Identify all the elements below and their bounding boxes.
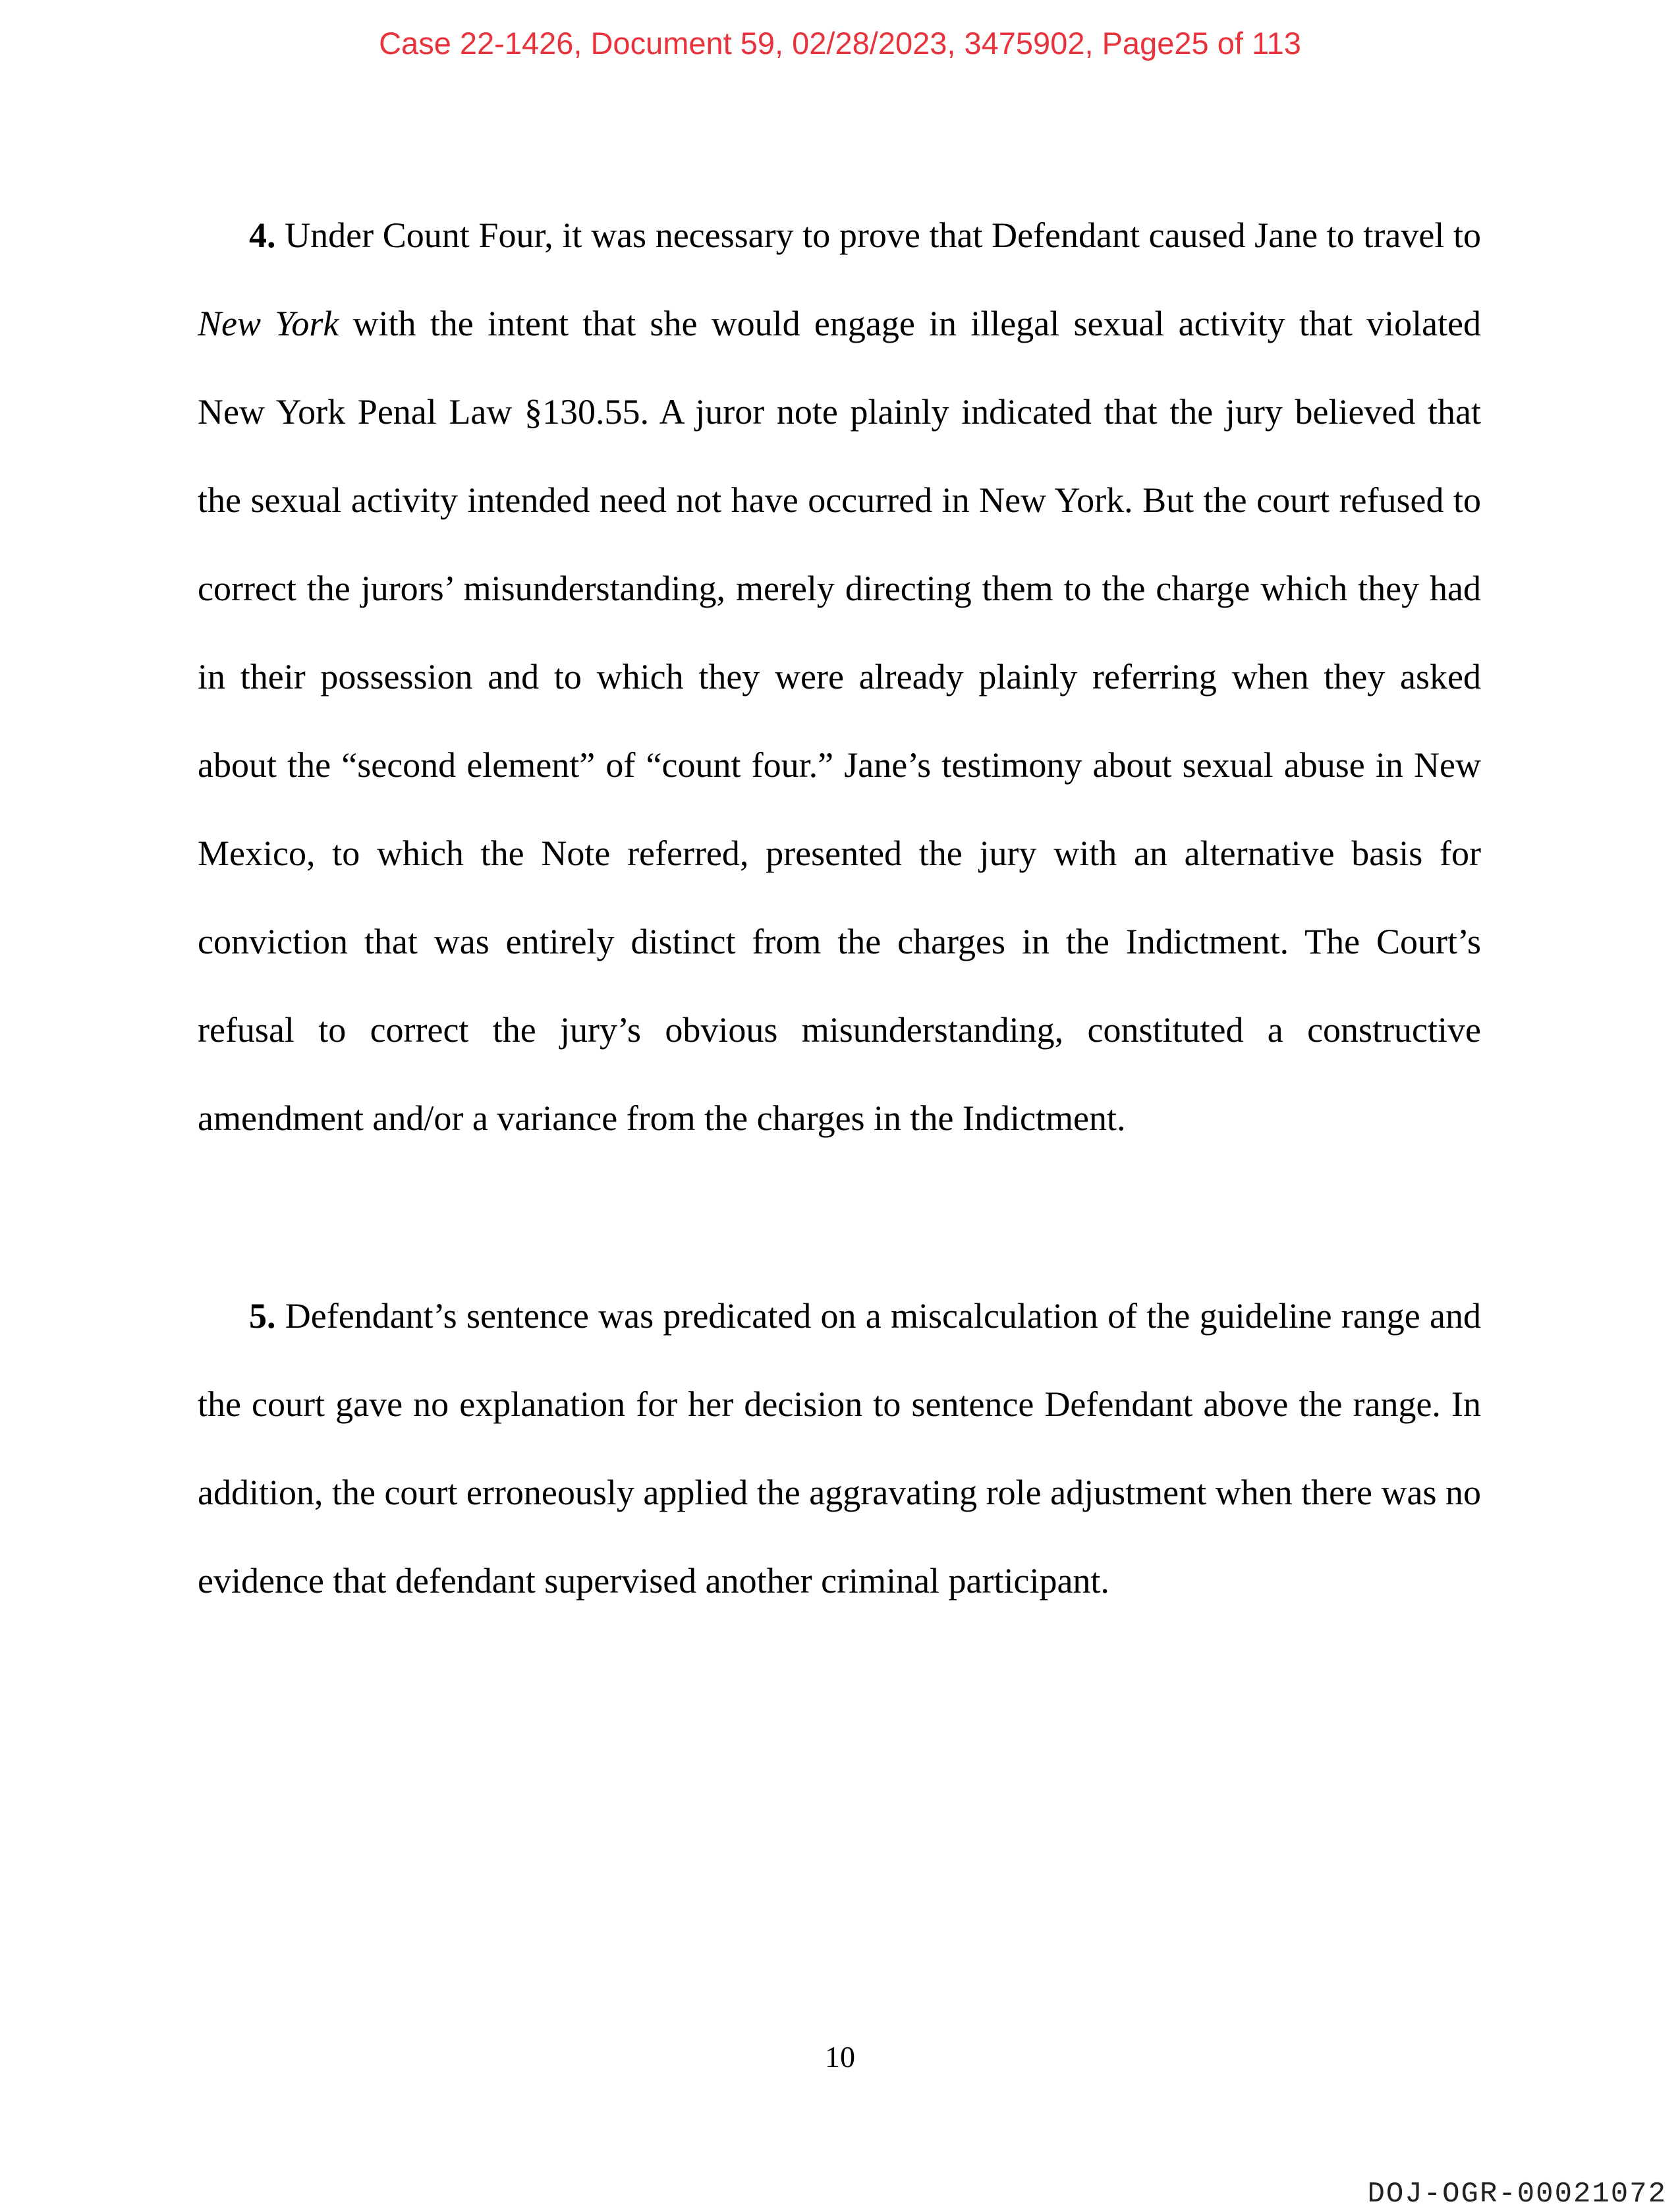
bates-number: DOJ-OGR-00021072 — [1367, 2178, 1667, 2211]
case-header-stamp: Case 22-1426, Document 59, 02/28/2023, 3475902, Page25 of 113 — [379, 26, 1301, 61]
paragraph-4 — [198, 191, 1481, 1162]
paragraph-text-segment: Defendant’s sentence was predicated on a miscalculation of the guideline range and the court gave no explanation for her decision to sentence Defendant above the range. In addition, the court erroneously applied the aggravating role adjustment when there was no evidence that defendant supervised another criminal participant. — [198, 1296, 1482, 1601]
paragraph-4-text — [198, 191, 1481, 1162]
page-number: 10 — [825, 2040, 855, 2074]
paragraph-text-segment: with the intent that she would engage in illegal sexual activity that violated New York Penal Law §130.55. A juror note plainly indicated that the jury believed that the sexual activity intended need not have occurred in New York. But the court refused to correct the jurors’ misunderstanding, merely directing them to the charge which they had in their possession and to which they were already plainly referring when they asked about the “second element” of “count four.” Jane’s testimony about sexual abuse in New Mexico, to which the Note referred, presented the jury with an alternative basis for conviction that was entirely distinct from the charges in the Indictment. The Court’s refusal to correct the jury’s obvious misunderstanding, constituted a constructive amendment and/or a variance from the charges in the Indictment. — [198, 304, 1482, 1138]
paragraph-number: 5. — [249, 1296, 276, 1336]
paragraph-text-segment: Under Count Four, it was necessary to prove that Defendant caused Jane to travel to — [285, 215, 1481, 255]
paragraph-5-text — [198, 1272, 1481, 1625]
paragraph-number: 4. — [249, 215, 276, 255]
italic-place-name: New York — [198, 304, 339, 343]
paragraph-5 — [198, 1272, 1481, 1625]
